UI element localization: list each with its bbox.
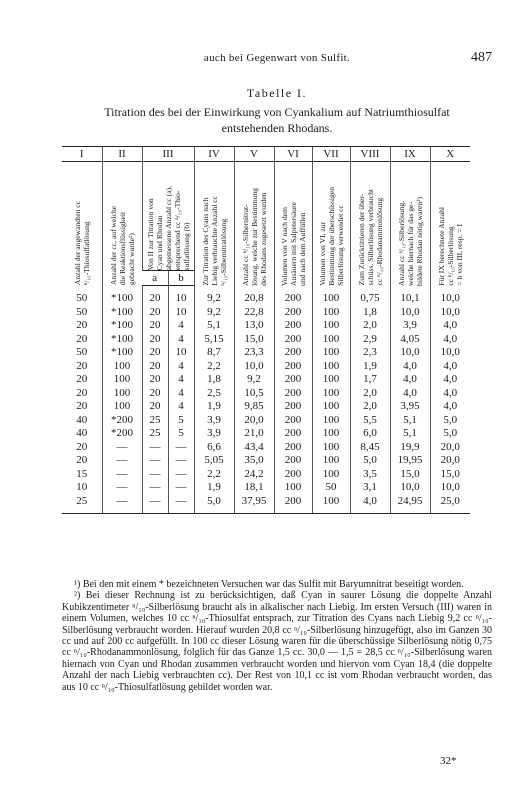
table-cell: *100 [102,286,142,306]
table-cell: 4,05 [390,333,430,347]
table-cell: 100 [312,441,350,455]
table-cell: *100 [102,306,142,320]
table-row [62,427,470,441]
caption-line-1: Titration des bei der Einwirkung von Cyankalium auf Natriumthiosulfat [104,105,450,119]
table-cell: 15,0 [430,468,470,482]
table-cell: 200 [274,333,312,347]
table-cell: 200 [274,360,312,374]
table-cell: 200 [274,346,312,360]
table-cell: 10,0 [430,346,470,360]
table-cell: 100 [312,306,350,320]
table-cell: 10,1 [390,286,430,306]
table-cell: 35,0 [234,454,274,468]
table-cell: 20 [76,359,88,372]
table-cell: 20 [76,400,88,412]
table-body [62,286,470,514]
table-cell: 100 [312,286,350,306]
table-cell: 4,0 [350,495,390,514]
table-cell: *200 [102,427,142,441]
table-cell: 20 [142,373,168,387]
table-cell: 1,8 [194,373,234,387]
table-cell: 50 [76,346,88,358]
table-cell: — [102,441,142,455]
col-number: VI [274,147,312,162]
table-cell: 25,0 [430,495,470,514]
table-cell: 20 [142,306,168,320]
table-cell: 20 [142,387,168,401]
table-cell: 2,2 [194,468,234,482]
table-cell: 200 [274,286,312,306]
table-cell: 1,9 [350,360,390,374]
table-row [62,373,470,387]
table-cell: — [142,468,168,482]
table-cell: 5,0 [430,427,470,441]
table-cell: 20 [76,440,88,453]
table-cell: 20,8 [234,286,274,306]
table-cell: 22,8 [234,306,274,320]
table-cell: 4,0 [390,373,430,387]
table-cell: 4,0 [430,319,470,333]
table-row [62,319,470,333]
table-cell: 2,9 [350,333,390,347]
signature-mark: 32* [440,755,457,767]
table-cell: — [168,441,194,455]
table-cell: 4 [168,360,194,374]
table-cell: 20 [142,333,168,347]
table-cell: 5,05 [194,454,234,468]
table-cell: 100 [312,454,350,468]
col-number: V [234,147,274,162]
table-row [62,468,470,482]
table-cell: — [142,481,168,495]
table-cell: 5 [168,414,194,428]
table-cell: 25 [62,495,102,514]
table-cell: 100 [102,387,142,401]
table-cell: 10 [168,306,194,320]
table-cell: 4,0 [430,360,470,374]
table-cell: 20 [142,319,168,333]
table-cell: 50 [312,481,350,495]
table-cell: 10,0 [390,481,430,495]
subcol-a: a [142,271,168,286]
table-row [62,333,470,347]
table-cell: 9,2 [194,306,234,320]
table-cell: 15,0 [390,468,430,482]
table-cell: 3,9 [390,319,430,333]
table-cell: — [168,495,194,514]
table-cell: 20 [142,400,168,414]
col-heading: Anzahl der cc, auf welche die Reaktionsflüssigkeit gebracht wurde¹) [108,206,136,286]
table-cell: 100 [102,373,142,387]
table-cell: — [102,468,142,482]
table-cell: 100 [274,481,312,495]
table-row [62,400,470,414]
table-cell: 100 [312,360,350,374]
table-cell: 5,15 [194,333,234,347]
table-cell: 5,0 [430,414,470,428]
table-cell: 0,75 [350,286,390,306]
table-cell: 20,0 [234,414,274,428]
table-cell: — [142,441,168,455]
col-number: II [102,147,142,162]
table-row [62,495,470,514]
table-cell: 10 [168,286,194,306]
table-cell: 20 [76,332,88,345]
table-cell: — [142,454,168,468]
col-number: IV [194,147,234,162]
table-cell: 100 [312,333,350,347]
table-cell: 13,0 [234,319,274,333]
table-cell: 20 [76,386,88,399]
table-cell: 4 [168,387,194,401]
table-cell: 4 [168,373,194,387]
table-cell: 100 [312,400,350,414]
table-cell: 5,1 [390,427,430,441]
col-number: I [62,147,102,162]
table-cell: 21,0 [234,427,274,441]
col-heading: Volumen von VI, zur Bestimmung der überschüssigen Silberlösung verwendet cc [317,186,345,286]
table-cell: 4 [168,400,194,414]
table-cell: *100 [102,333,142,347]
table-cell: 3,1 [350,481,390,495]
table-cell: 20 [142,286,168,306]
col-number: VIII [350,147,390,162]
table-cell: 4,0 [430,373,470,387]
table-cell: 5,0 [194,495,234,514]
col-heading: Für IX berechnete Anzahl cc ⁿ/₁₀-Silberlösung = b von III, resp. = I [436,206,464,286]
table-cell: 4,0 [390,360,430,374]
col-heading: Volumen von V nach dem Ausäuern mit Salpetersäure und nach dem Auffüllen [279,201,307,286]
table-cell: 9,85 [234,400,274,414]
table-row [62,414,470,428]
table-cell: 10,0 [390,306,430,320]
table-cell: *100 [102,346,142,360]
footnote-1: ¹) Bei den mit einem * bezeichneten Versuchen war das Sulfit mit Baryumnitrat beseitigt worden. [74,579,464,590]
table-cell: — [168,481,194,495]
table-cell: 100 [312,346,350,360]
col-number: VII [312,147,350,162]
table-cell: 8,45 [350,441,390,455]
table-cell: 200 [274,306,312,320]
table-row [62,286,470,306]
footnotes [62,579,492,693]
table-cell: 4,0 [430,333,470,347]
table-cell: 25 [142,414,168,428]
table-cell: 50 [76,305,88,318]
table-cell: 100 [312,387,350,401]
table-cell: 24,2 [234,468,274,482]
table-cell: 100 [312,373,350,387]
table-cell: 10,0 [430,481,470,495]
table-cell: 4,0 [430,387,470,401]
table-cell: 40 [76,413,88,426]
table-cell: 9,2 [194,286,234,306]
table-cell: 100 [312,414,350,428]
table-cell: 15 [76,467,88,480]
table-cell: 20 [142,346,168,360]
table-cell: 23,3 [234,346,274,360]
caption-line-2: entstehenden Rhodans. [221,121,333,135]
table-cell: 2,3 [350,346,390,360]
table-cell: 4 [168,333,194,347]
table-cell: 24,95 [390,495,430,514]
table-row [62,481,470,495]
table-cell: 4 [168,319,194,333]
table-cell: 19,95 [390,454,430,468]
table-cell: 43,4 [234,441,274,455]
col-number: X [430,147,470,162]
table-cell: 5,0 [350,454,390,468]
column-heading-row [62,162,470,271]
table-cell: 5,1 [194,319,234,333]
table-cell: 2,2 [194,360,234,374]
table-cell: 10,0 [430,286,470,306]
table-cell: 5,5 [350,414,390,428]
table-cell: 10,0 [390,346,430,360]
table-cell: — [168,454,194,468]
col-heading: Von II zur Titration von Cyan und Rhodan abgemessene Anzahl cc (a), entsprechend cc ⁿ/₁₀-Thio- sulfatlösung (b) [145,185,191,270]
table-cell: 200 [274,468,312,482]
column-number-row [62,147,470,162]
table-cell: 200 [274,427,312,441]
subcol-b: b [168,271,194,286]
table-cell: 1,7 [350,373,390,387]
table-cell: 3,95 [390,400,430,414]
table-cell: 100 [312,427,350,441]
table-cell: — [102,481,142,495]
table-cell: 3,5 [350,468,390,482]
table-cell: 4,0 [430,400,470,414]
table-cell: — [142,495,168,514]
table-cell: 200 [274,441,312,455]
col-heading: Anzahl cc ⁿ/₁₀-Silbernitrat- lösung, welche zur Bestimmung des Rhodans zugesetzt wurden [240,187,268,286]
running-header [62,52,492,68]
table-cell: 20,0 [430,454,470,468]
table-cell: 1,9 [194,400,234,414]
table-cell: — [102,495,142,514]
table-row [62,306,470,320]
table-cell: 6,6 [194,441,234,455]
table-cell: 20,0 [430,441,470,455]
table-cell: 200 [274,495,312,514]
table-cell: 200 [274,373,312,387]
table-row [62,454,470,468]
table-title: Tabelle I. [246,86,308,100]
footnote-2: ²) Bei dieser Rechnung ist zu berücksichtigen, daß Cyan in saurer Lösung die doppelte Anzahl Kubikzentimeter ⁿ/₁₀-Silberlösung braucht als in alkalischer nach Liebig. Im ersten Versuch (III) waren in einem Volumen, welches 10 cc ⁿ/₁₀-Thiosulfat entsprach, zur Titration des Cyans nach Liebig 9,2 cc ⁿ/₁₀-Silberlösung verbraucht worden. Hierauf wurden 20,8 cc ⁿ/₁₀-Silberlösung hinzugefügt, also im Ganzen 30 cc und auf 200 cc aufgefüllt. In 100 cc dieser Lösung waren für die überschüssige Silberlösung nötig 0,75 cc ⁿ/₁₀-Rhodanammonlösung, folglich für das Ganze 1,5 cc. 30,0 — 1,5 = 28,5 cc ⁿ/₁₀-Silberlösung waren hiernach von Cyan und Rhodan zusammen verbraucht worden und hiervon vom Cyan 18,4 (die doppelte Anzahl der nach Liebig verbrauchten cc). Der Rest von 10,1 cc ist vom Rhodan verbraucht worden, das aus 10 cc ⁿ/₁₀-Thiosulfatlösung gebildet worden war. [62,590,492,693]
col-heading: Zur Titration des Cyans nach Liebig verbrauchte Anzahl cc ⁿ/₁₀-Silbernitratlösung [200,195,228,286]
table-row [62,360,470,374]
col-heading: Anzahl cc ⁿ/₁₀-Silberlösung, welche hiernach für das ge- bildete Rhodan nötig waren²) [396,196,424,286]
table-cell: 2,0 [350,387,390,401]
table-cell: 20 [76,373,88,385]
table-cell: 200 [274,387,312,401]
table-cell: 200 [274,319,312,333]
running-title: auch bei Gegenwart von Sulfit. [203,52,351,64]
table-cell: 5 [168,427,194,441]
table-cell: 2,5 [194,387,234,401]
table-cell: 200 [274,454,312,468]
table-cell: 100 [102,400,142,414]
table-cell: 5,1 [390,414,430,428]
table-cell: 8,7 [194,346,234,360]
table-cell: *100 [102,319,142,333]
table-cell: 1,8 [350,306,390,320]
table-cell: 40 [76,427,88,439]
table-cell: 10,5 [234,387,274,401]
table-cell: 10 [76,481,88,493]
table-cell: 25 [142,427,168,441]
table-cell: 20 [142,360,168,374]
titration-table [62,146,470,514]
col-number: IX [390,147,430,162]
table-cell: 3,9 [194,427,234,441]
table-caption [62,104,492,136]
table-cell: 19,9 [390,441,430,455]
table-cell: 100 [312,468,350,482]
col-heading: Anzahl der angewandten cc ⁿ/₁₀-Thiosulfatlösung [72,201,91,286]
table-cell: 200 [274,400,312,414]
table-row [62,387,470,401]
table-cell: 100 [312,495,350,514]
table-cell: 6,0 [350,427,390,441]
table-cell: 20 [76,319,88,331]
table-cell: — [168,468,194,482]
table-cell: 2,0 [350,319,390,333]
col-heading: Zum Zurücktitrieren der über- schüss. Silberlösung verbraucht cc ⁿ/₁₀-Rhodanammonlösung [356,189,384,286]
table-cell: 9,2 [234,373,274,387]
table-cell: 37,95 [234,495,274,514]
table-cell: 3,9 [194,414,234,428]
table-cell: 100 [312,319,350,333]
page-number: 487 [471,50,492,65]
table-row [62,346,470,360]
table-cell: 1,9 [194,481,234,495]
table-cell: *200 [102,414,142,428]
table-cell: 10,0 [430,306,470,320]
table-cell: 20 [76,454,88,466]
table-cell: 100 [102,360,142,374]
table-row [62,441,470,455]
table-cell: 2,0 [350,400,390,414]
table-cell: 200 [274,414,312,428]
table-cell: 15,0 [234,333,274,347]
table-cell: 10 [168,346,194,360]
table-cell: 10,0 [234,360,274,374]
col-number: III [142,147,194,162]
table-cell: 50 [76,291,88,304]
table-cell: 4,0 [390,387,430,401]
table-cell: 18,1 [234,481,274,495]
table-cell: — [102,454,142,468]
